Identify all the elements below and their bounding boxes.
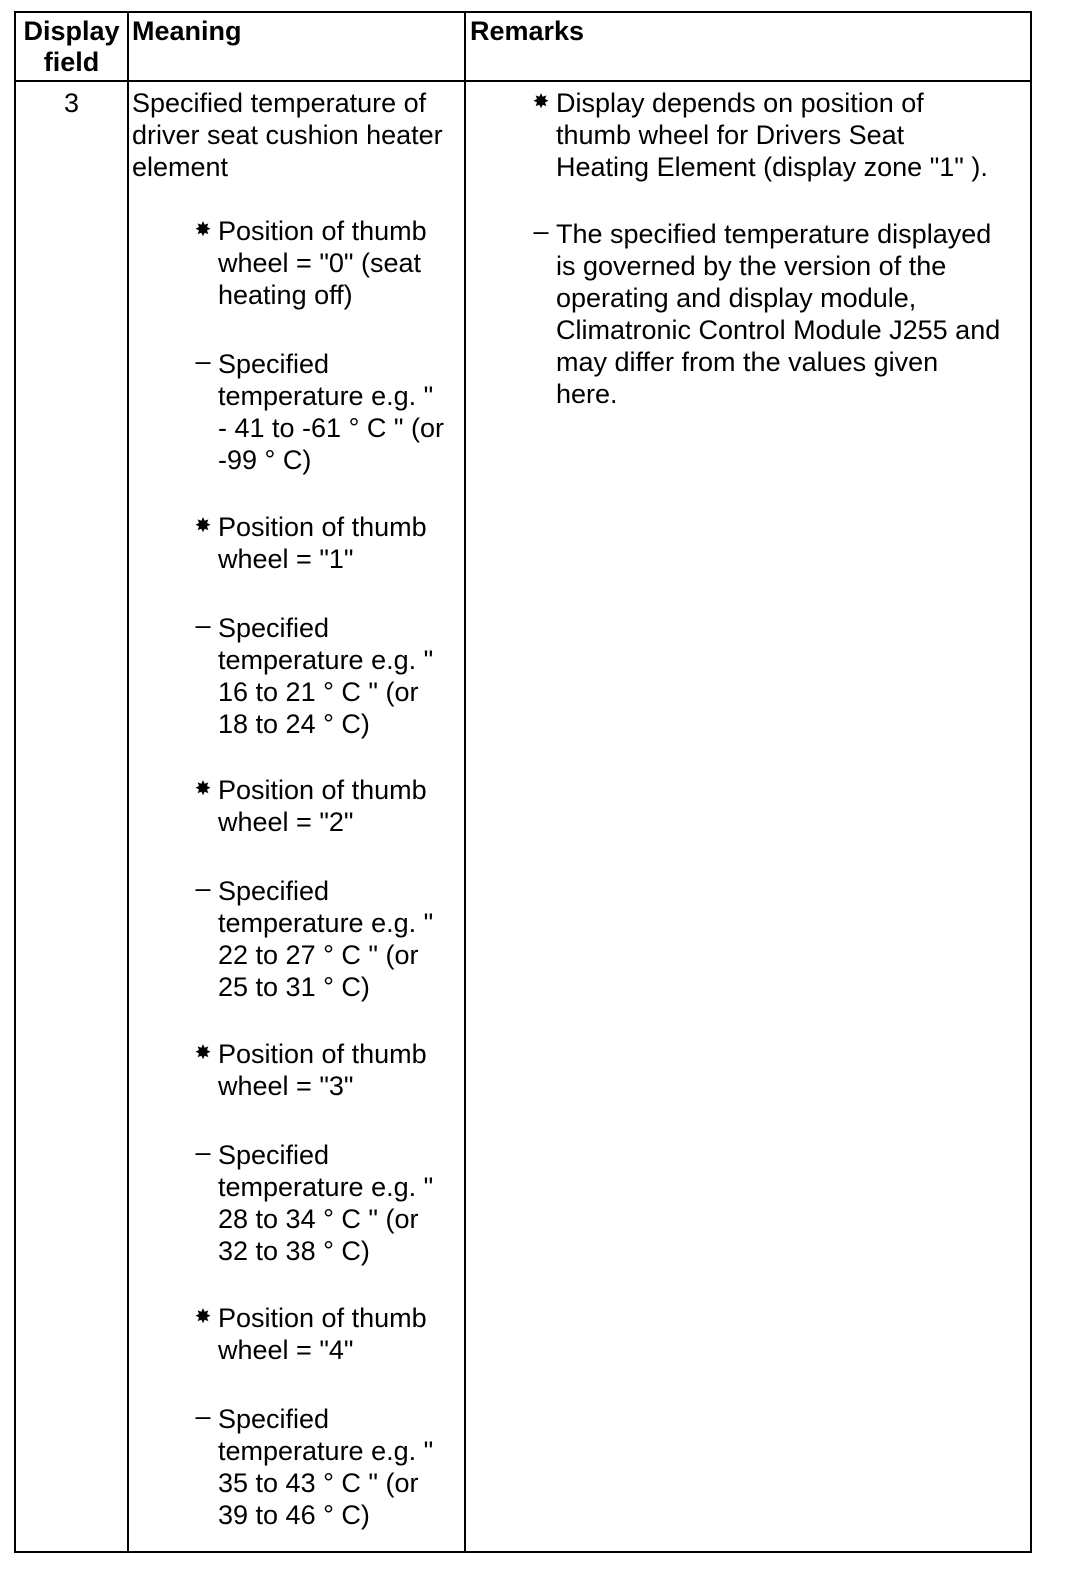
bullet-icon: ✸ bbox=[194, 1042, 212, 1064]
bullet-icon: ✸ bbox=[194, 515, 212, 537]
dash-icon: – bbox=[195, 1401, 211, 1431]
bullet-icon: ✸ bbox=[194, 219, 212, 241]
display-field-value: 3 bbox=[63, 88, 80, 118]
column-divider bbox=[464, 13, 466, 1551]
header-divider bbox=[16, 80, 1030, 82]
dash-icon: – bbox=[195, 346, 211, 376]
display-field-table: Display field Meaning Remarks 3 Specified temperature of driver seat cushion heater element ✸ Position of thumb wheel = "0" (seat heating off) – Specified temperature e.g. " - 41 to -61 ° C " (or -99 ° C) ✸ Position of thumb wheel = "1" – Specified temperature e.g. " 16 to 21 ° C " (or 18 to 24 ° C) ✸ Position of thumb wheel = "2" – Specified temperature e.g. " 22 to 27 ° C " (or 25 to 31 ° C) ✸ Position of thumb wheel = "3" – Specified temperature e.g. " 28 to 34 ° C " (or 32 to 38 ° C) ✸ Position of thumb wheel = "4" – Specified temperature e.g. " 35 to 43 ° C " (or 39 to 46 ° C) ✸ Display depends on position of thumb wheel for Drivers Seat Heating Element (display zone "1" ). – The specified temperature displayed is governed by the version of the operating and display module, Climatronic Control Module J255 and may differ from the values given here. bbox=[14, 11, 1032, 1553]
header-meaning: Meaning bbox=[132, 16, 242, 46]
dash-icon: – bbox=[533, 216, 549, 246]
bullet-icon: ✸ bbox=[194, 1306, 212, 1328]
meaning-description: Specified temperature of driver seat cushion heater element bbox=[132, 88, 443, 182]
dash-icon: – bbox=[195, 873, 211, 903]
bullet-icon: ✸ bbox=[532, 91, 550, 113]
header-remarks: Remarks bbox=[470, 16, 585, 46]
dash-icon: – bbox=[195, 1137, 211, 1167]
column-divider bbox=[127, 13, 129, 1551]
header-display-field: Display field bbox=[23, 16, 120, 77]
dash-icon: – bbox=[195, 610, 211, 640]
bullet-icon: ✸ bbox=[194, 778, 212, 800]
